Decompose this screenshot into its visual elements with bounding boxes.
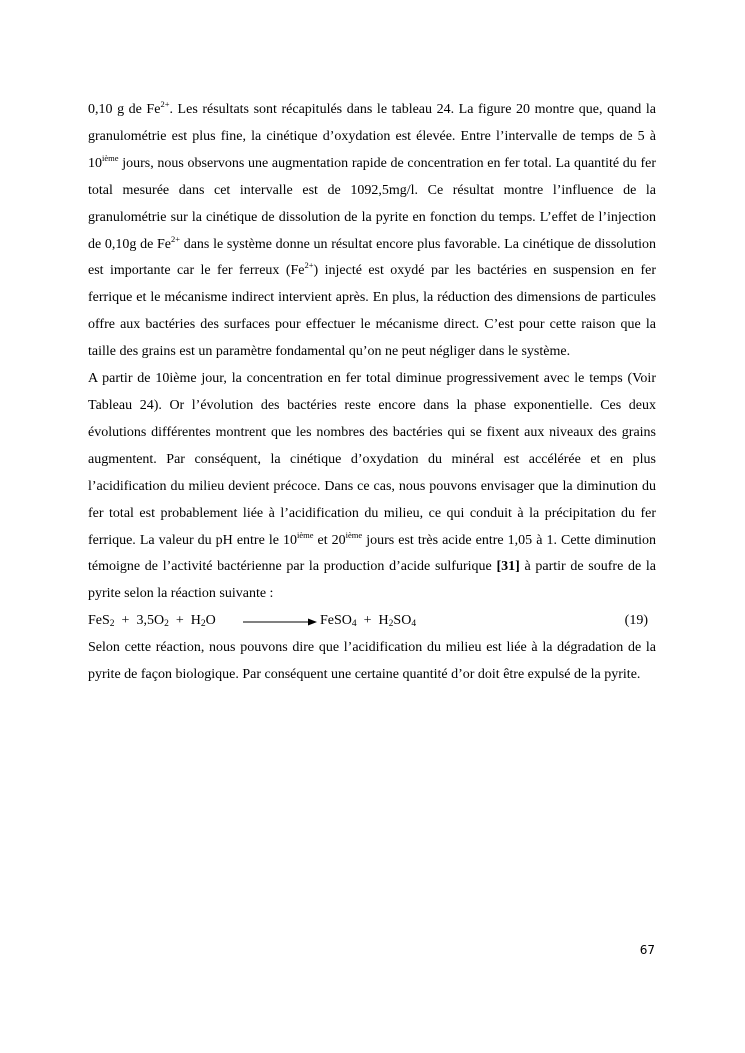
superscript: ième (345, 529, 363, 540)
equation-products (320, 608, 416, 635)
paragraph-1-text: ) injecté est oxydé par les bactéries en suspension en fer ferrique et le mécanisme indirect intervient après. En plus, la réduction des dimensions de particules offre aux bactéries des surfaces pour effectuer le mécanisme direct. C’est pour cette raison que la taille des grains est un paramètre fondamental qu’on ne peut négliger dans le système. (88, 263, 657, 360)
subscript: 2 (109, 619, 115, 630)
formula-part: SO (393, 613, 412, 629)
superscript: 2+ (170, 233, 181, 244)
paragraph-3: Selon cette réaction, nous pouvons dire que l’acidification du milieu est liée à la dégradation de la pyrite de façon biologique. Par conséquent une certaine quantité d’or doit être expulsé de la pyrite. (88, 640, 656, 683)
superscript: 2+ (160, 99, 170, 109)
reaction-equation (88, 608, 656, 635)
formula-part: + 3,5O (114, 613, 165, 629)
paragraph-2-text: A partir de 10ième jour, la concentration en fer total diminue progressivement avec le temps (Voir Tableau 24). Or l’évolution des bactéries reste encore dans la phase exponentielle. Ces deux évolutions différentes montrent que les nombres des bactéries qui se fixent aux niveaux des grains augmentent. Par conséquent, la cinétique d’oxydation du minéral est accélérée et en plus l’acidification du milieu devient précoce. Dans ce cas, nous pouvons envisager que la diminution du fer total est probablement liée à l’acidification du milieu, ce qui conduit à la précipitation du fer ferrique. La valeur du pH entre le 10 (88, 371, 656, 548)
equation-number: (19) (624, 613, 648, 629)
superscript: 2+ (304, 260, 314, 271)
paragraph-2-text: jours est très acide entre 1,05 à 1. Cette diminution témoigne de l’activité bactérienne par la production d’acide sulfurique (88, 532, 656, 575)
formula-part: + H (356, 613, 389, 629)
formula-part: + H (168, 613, 201, 629)
page-number: 67 (639, 943, 655, 957)
paragraph-1 (88, 97, 656, 366)
paragraph-2 (88, 366, 656, 608)
formula-part: FeS (88, 613, 110, 629)
paragraph-1-text: dans le système donne un résultat encore plus favorable. La cinétique de dissolution est importante car le fer ferreux (Fe (88, 236, 656, 279)
subscript: 4 (411, 619, 417, 630)
citation-reference: [31] (496, 559, 520, 575)
subscript: 2 (200, 619, 206, 630)
formula-part: O (205, 613, 216, 629)
superscript: ième (102, 152, 119, 163)
paragraph-2-text: et 20 (313, 532, 346, 548)
paragraph-1-text: jours, nous observons une augmentation rapide de concentration en fer total. La quantité du fer total mesurée dans cet intervalle est de 1092,5mg/l. Ce résultat montre l’influence de la granulométrie sur la cinétique de dissolution de la pyrite en fonction du temps. L’effet de l’injection de 0,10g de Fe (88, 155, 656, 252)
paragraph-1-text: . Les résultats sont récapitulés dans le tableau 24. La figure 20 montre que, quand la granulométrie est plus fine, la cinétique d’oxydation est élevée. Entre l’intervalle de temps de 5 à 10 (88, 102, 656, 171)
formula-part: FeSO (320, 613, 352, 629)
subscript: 2 (164, 619, 169, 630)
equation-reactants (88, 608, 216, 635)
paragraph-2-text: à partir de soufre de la pyrite selon la réaction suivante : (88, 559, 656, 602)
paragraph-1-text: 0,10 g de Fe (88, 102, 161, 117)
page-body (88, 97, 656, 689)
reaction-arrow-icon (243, 617, 317, 627)
subscript: 2 (388, 619, 394, 630)
superscript: ième (296, 529, 314, 540)
subscript: 4 (351, 619, 357, 630)
